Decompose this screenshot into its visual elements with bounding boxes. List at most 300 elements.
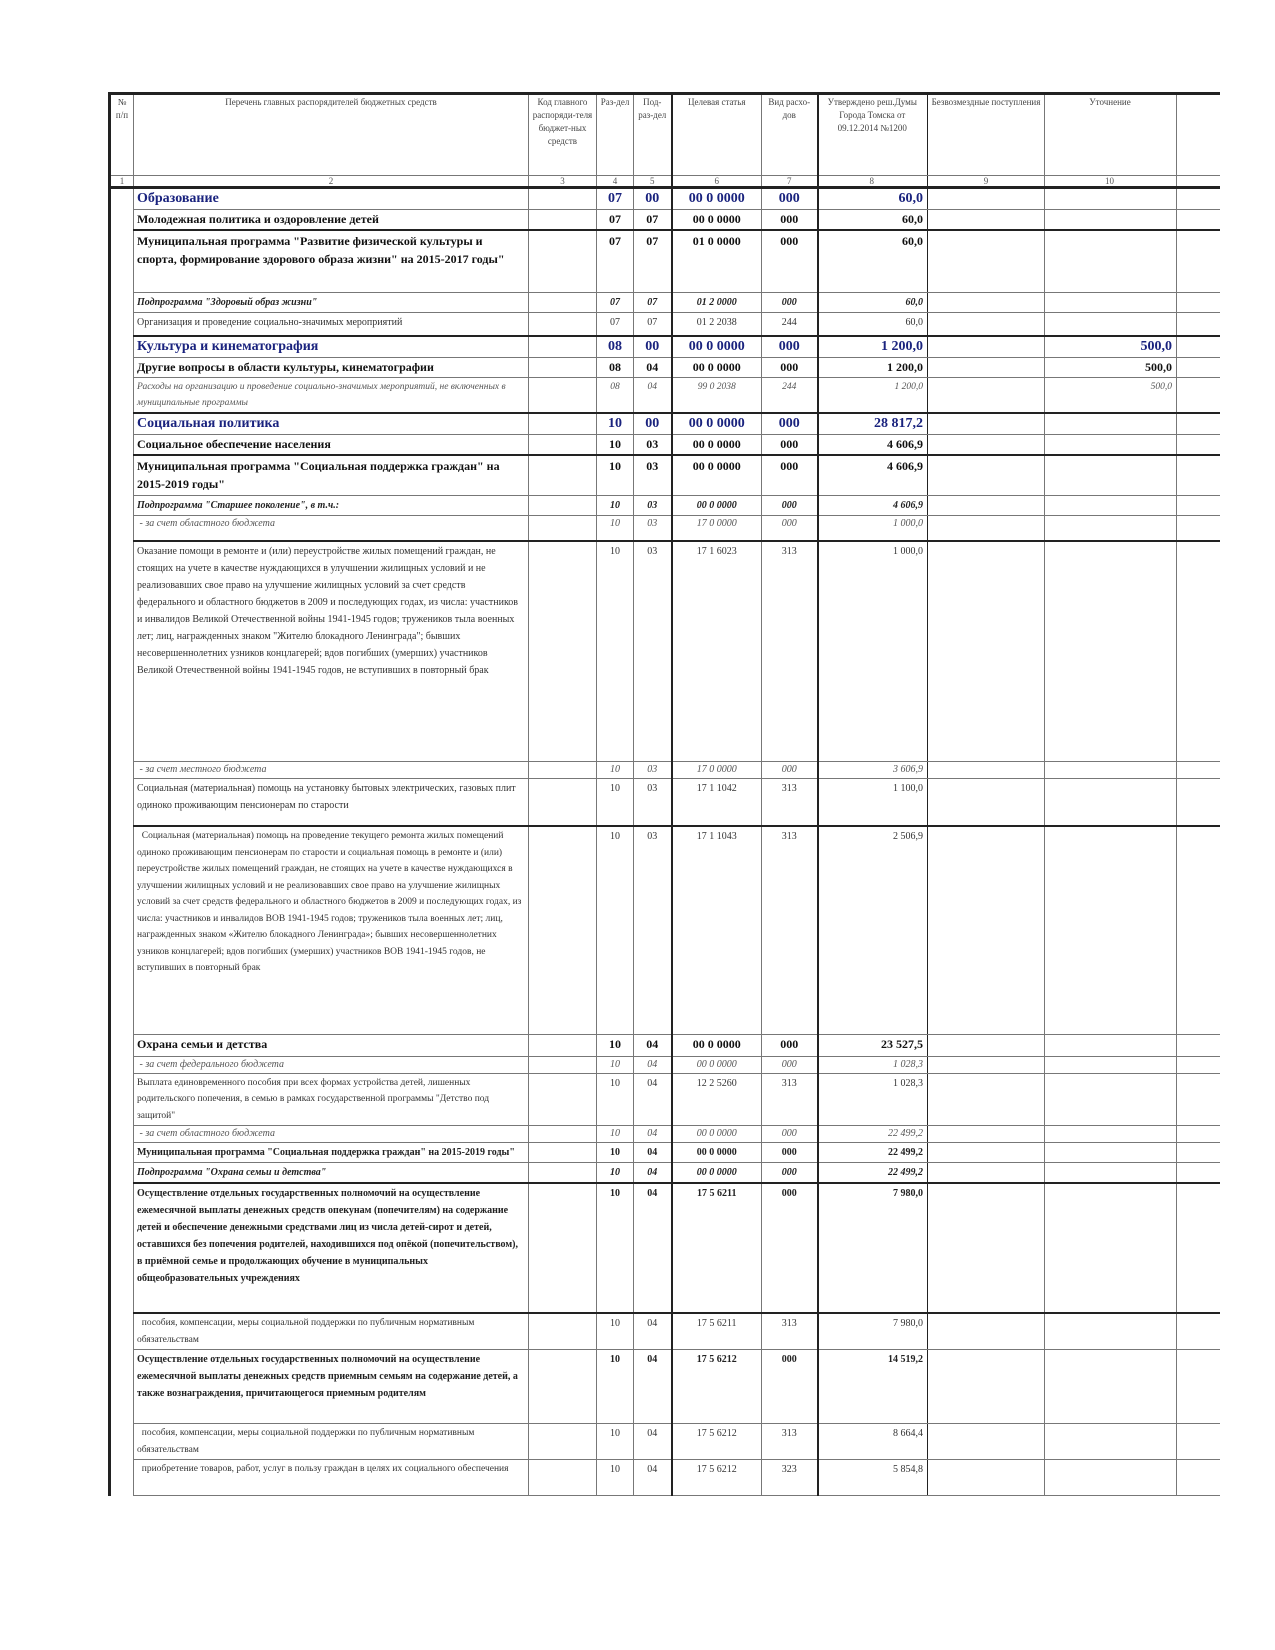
row-vid: 313 <box>762 826 818 1034</box>
row-free <box>928 188 1045 210</box>
row-code <box>529 1424 597 1460</box>
colnum-7: 7 <box>762 176 818 188</box>
colnum-4: 4 <box>597 176 634 188</box>
header-col-razdel: Раз-дел <box>597 94 634 176</box>
row-code <box>529 761 597 778</box>
row-approved: 1 200,0 <box>818 336 928 358</box>
row-target: 17 5 6211 <box>672 1183 762 1313</box>
table-row <box>110 761 1220 778</box>
table-row <box>110 1143 1220 1163</box>
row-name: Молодежная политика и оздоровление детей <box>134 210 529 231</box>
row-number <box>110 358 134 378</box>
row-target: 01 0 0000 <box>672 230 762 292</box>
row-approved: 60,0 <box>818 210 928 231</box>
row-free <box>928 378 1045 414</box>
row-razdel: 10 <box>597 413 634 435</box>
row-razdel: 08 <box>597 336 634 358</box>
row-target: 00 0 0000 <box>672 1163 762 1184</box>
header-row <box>110 94 1220 176</box>
row-target: 00 0 0000 <box>672 210 762 231</box>
row-free <box>928 761 1045 778</box>
row-code <box>529 778 597 826</box>
row-code <box>529 210 597 231</box>
row-approved: 22 499,2 <box>818 1126 928 1143</box>
row-approved: 22 499,2 <box>818 1163 928 1184</box>
row-code <box>529 1143 597 1163</box>
row-number <box>110 1056 134 1073</box>
table-row <box>110 455 1220 495</box>
row-free <box>928 455 1045 495</box>
row-name: пособия, компенсации, меры социальной поддержки по публичным нормативным обязательствам <box>134 1313 529 1350</box>
row-free <box>928 1056 1045 1073</box>
row-approved: 14 519,2 <box>818 1350 928 1424</box>
row-code <box>529 378 597 414</box>
row-razdel: 10 <box>597 541 634 761</box>
row-razdel: 10 <box>597 1143 634 1163</box>
row-extra <box>1177 1034 1220 1056</box>
row-number <box>110 495 134 515</box>
table-row <box>110 1056 1220 1073</box>
row-free <box>928 1073 1045 1126</box>
row-target: 17 1 6023 <box>672 541 762 761</box>
row-code <box>529 413 597 435</box>
row-vid: 313 <box>762 1424 818 1460</box>
row-code <box>529 1163 597 1184</box>
row-razdel: 10 <box>597 1056 634 1073</box>
row-razdel: 10 <box>597 1460 634 1496</box>
header-col-vid: Вид расхо-дов <box>762 94 818 176</box>
row-approved: 60,0 <box>818 312 928 336</box>
row-extra <box>1177 358 1220 378</box>
row-number <box>110 1460 134 1496</box>
row-podrazdel: 04 <box>634 1163 672 1184</box>
row-vid: 000 <box>762 1183 818 1313</box>
row-number <box>110 778 134 826</box>
row-razdel: 10 <box>597 435 634 456</box>
row-clarification <box>1045 435 1177 456</box>
row-target: 17 0 0000 <box>672 761 762 778</box>
row-clarification <box>1045 1143 1177 1163</box>
row-code <box>529 1073 597 1126</box>
row-number <box>110 312 134 336</box>
row-number <box>110 1034 134 1056</box>
row-code <box>529 1313 597 1350</box>
row-number <box>110 1183 134 1313</box>
column-number-row <box>110 176 1220 188</box>
row-free <box>928 1034 1045 1056</box>
row-code <box>529 312 597 336</box>
row-extra <box>1177 188 1220 210</box>
row-free <box>928 1143 1045 1163</box>
row-razdel: 10 <box>597 1350 634 1424</box>
table-row <box>110 336 1220 358</box>
row-code <box>529 358 597 378</box>
row-clarification <box>1045 826 1177 1034</box>
row-clarification <box>1045 1126 1177 1143</box>
row-target: 12 2 5260 <box>672 1073 762 1126</box>
row-clarification: 500,0 <box>1045 358 1177 378</box>
row-clarification <box>1045 761 1177 778</box>
row-free <box>928 292 1045 312</box>
row-clarification <box>1045 230 1177 292</box>
row-target: 17 5 6211 <box>672 1313 762 1350</box>
row-number <box>110 378 134 414</box>
row-clarification <box>1045 1460 1177 1496</box>
row-free <box>928 435 1045 456</box>
row-vid: 000 <box>762 336 818 358</box>
row-free <box>928 1183 1045 1313</box>
table-row <box>110 826 1220 1034</box>
header-col-extra <box>1177 94 1220 176</box>
row-vid: 000 <box>762 188 818 210</box>
row-podrazdel: 03 <box>634 515 672 541</box>
row-clarification <box>1045 413 1177 435</box>
row-extra <box>1177 778 1220 826</box>
row-razdel: 10 <box>597 1073 634 1126</box>
colnum-11 <box>1177 176 1220 188</box>
row-extra <box>1177 435 1220 456</box>
colnum-9: 9 <box>928 176 1045 188</box>
row-podrazdel: 04 <box>634 1034 672 1056</box>
row-target: 00 0 0000 <box>672 1056 762 1073</box>
row-vid: 313 <box>762 1073 818 1126</box>
row-podrazdel: 04 <box>634 358 672 378</box>
row-podrazdel: 04 <box>634 1460 672 1496</box>
row-approved: 8 664,4 <box>818 1424 928 1460</box>
table-row <box>110 1350 1220 1424</box>
row-podrazdel: 04 <box>634 1183 672 1313</box>
row-extra <box>1177 1424 1220 1460</box>
row-vid: 000 <box>762 292 818 312</box>
row-extra <box>1177 761 1220 778</box>
row-name: Муниципальная программа "Социальная поддержка граждан" на 2015-2019 годы" <box>134 1143 529 1163</box>
row-target: 00 0 0000 <box>672 336 762 358</box>
row-name: Образование <box>134 188 529 210</box>
row-number <box>110 455 134 495</box>
row-extra <box>1177 1183 1220 1313</box>
table-row <box>110 435 1220 456</box>
row-podrazdel: 04 <box>634 1056 672 1073</box>
row-extra <box>1177 1143 1220 1163</box>
row-vid: 000 <box>762 230 818 292</box>
row-free <box>928 1350 1045 1424</box>
row-number <box>110 541 134 761</box>
row-vid: 000 <box>762 358 818 378</box>
row-approved: 1 100,0 <box>818 778 928 826</box>
row-target: 00 0 0000 <box>672 1126 762 1143</box>
table-row <box>110 188 1220 210</box>
row-target: 00 0 0000 <box>672 495 762 515</box>
row-number <box>110 515 134 541</box>
row-vid: 000 <box>762 210 818 231</box>
row-extra <box>1177 1313 1220 1350</box>
row-razdel: 07 <box>597 312 634 336</box>
table-row <box>110 1126 1220 1143</box>
row-code <box>529 515 597 541</box>
row-free <box>928 230 1045 292</box>
row-number <box>110 1350 134 1424</box>
row-free <box>928 1163 1045 1184</box>
row-number <box>110 1163 134 1184</box>
row-code <box>529 336 597 358</box>
row-name: Организация и проведение социально-значимых мероприятий <box>134 312 529 336</box>
row-clarification <box>1045 778 1177 826</box>
row-target: 01 2 2038 <box>672 312 762 336</box>
row-free <box>928 515 1045 541</box>
row-approved: 22 499,2 <box>818 1143 928 1163</box>
row-target: 17 5 6212 <box>672 1350 762 1424</box>
row-code <box>529 1126 597 1143</box>
row-approved: 7 980,0 <box>818 1313 928 1350</box>
row-clarification <box>1045 292 1177 312</box>
row-vid: 244 <box>762 378 818 414</box>
row-vid: 000 <box>762 495 818 515</box>
row-name: Социальная политика <box>134 413 529 435</box>
table-row <box>110 358 1220 378</box>
row-extra <box>1177 515 1220 541</box>
row-vid: 000 <box>762 761 818 778</box>
row-target: 00 0 0000 <box>672 358 762 378</box>
row-name: Охрана семьи и детства <box>134 1034 529 1056</box>
row-free <box>928 778 1045 826</box>
row-name: Оказание помощи в ремонте и (или) переустройстве жилых помещений граждан, не стоящих на учете в качестве нуждающихся в улучшении жилищных условий и не реализовавших свое право на улучшение жилищных условий за счет средств федерального и областного бюджетов в 2009 и последующих годах, из числа: участников и инвалидов Великой Отечественной войны 1941-1945 годов; тружеников тыла военных лет; лиц, награжденных знаком "Жителю блокадного Ленинграда"; бывших несовершеннолетних узников концлагерей; вдов погибших (умерших) участников Великой Отечественной войны 1941-1945 годов, не вступивших в повторный брак <box>134 541 529 761</box>
row-approved: 60,0 <box>818 292 928 312</box>
row-clarification <box>1045 1163 1177 1184</box>
row-code <box>529 188 597 210</box>
row-free <box>928 210 1045 231</box>
row-podrazdel: 04 <box>634 1073 672 1126</box>
row-target: 17 0 0000 <box>672 515 762 541</box>
row-code <box>529 230 597 292</box>
row-vid: 000 <box>762 1056 818 1073</box>
row-code <box>529 826 597 1034</box>
row-free <box>928 336 1045 358</box>
row-razdel: 07 <box>597 230 634 292</box>
row-extra <box>1177 1163 1220 1184</box>
row-code <box>529 1183 597 1313</box>
row-code <box>529 541 597 761</box>
row-code <box>529 1350 597 1424</box>
row-extra <box>1177 455 1220 495</box>
row-extra <box>1177 1350 1220 1424</box>
row-name: Осуществление отдельных государственных полномочий на осуществление ежемесячной выплаты денежных средств приемным семьям на содержание детей, а также вознаграждения, причитающегося приемным родителям <box>134 1350 529 1424</box>
row-approved: 3 606,9 <box>818 761 928 778</box>
row-podrazdel: 03 <box>634 541 672 761</box>
header-col-target: Целевая статья <box>672 94 762 176</box>
row-target: 99 0 2038 <box>672 378 762 414</box>
row-extra <box>1177 312 1220 336</box>
row-podrazdel: 07 <box>634 230 672 292</box>
row-razdel: 07 <box>597 292 634 312</box>
row-name: - за счет федерального бюджета <box>134 1056 529 1073</box>
row-razdel: 10 <box>597 495 634 515</box>
row-number <box>110 435 134 456</box>
row-razdel: 10 <box>597 1424 634 1460</box>
row-vid: 000 <box>762 1163 818 1184</box>
row-free <box>928 1424 1045 1460</box>
row-podrazdel: 04 <box>634 378 672 414</box>
row-name: - за счет областного бюджета <box>134 515 529 541</box>
row-vid: 313 <box>762 1313 818 1350</box>
row-name: Подпрограмма "Старшее поколение", в т.ч.: <box>134 495 529 515</box>
header-col-name: Перечень главных распорядителей бюджетных средств <box>134 94 529 176</box>
table-row <box>110 312 1220 336</box>
colnum-5: 5 <box>634 176 672 188</box>
row-name: Подпрограмма "Охрана семьи и детства" <box>134 1163 529 1184</box>
row-razdel: 10 <box>597 1313 634 1350</box>
row-extra <box>1177 230 1220 292</box>
row-name: Социальная (материальная) помощь на установку бытовых электрических, газовых плит одиноко проживающим пенсионерам по старости <box>134 778 529 826</box>
row-name: Расходы на организацию и проведение социально-значимых мероприятий, не включенных в муниципальные программы <box>134 378 529 414</box>
row-number <box>110 1424 134 1460</box>
row-name: Другие вопросы в области культуры, кинематографии <box>134 358 529 378</box>
row-podrazdel: 04 <box>634 1126 672 1143</box>
row-extra <box>1177 826 1220 1034</box>
row-name: Социальная (материальная) помощь на проведение текущего ремонта жилых помещений одиноко проживающим пенсионерам по старости и социальная помощь в ремонте и (или) переустройстве жилых помещений граждан, не стоящих на учете в качестве нуждающихся в улучшении жилищных условий и не реализовавших свое право на улучшение жилищных условий за счет средств федерального и областного бюджетов в 2009 и последующих годах, из числа: участников и инвалидов ВОВ 1941-1945 годов; тружеников тыла военных лет; лиц, награжденных знаком «Жителю блокадного Ленинграда»; бывших несовершеннолетних узников концлагерей; вдов погибших (умерших) участников ВОВ 1941-1945 годов, не вступивших в повторный брак <box>134 826 529 1034</box>
header-col-approved: Утверждено реш.Думы Города Томска от 09.12.2014 №1200 <box>818 94 928 176</box>
row-clarification <box>1045 312 1177 336</box>
row-extra <box>1177 378 1220 414</box>
row-code <box>529 1056 597 1073</box>
row-name: приобретение товаров, работ, услуг в пользу граждан в целях их социального обеспечения <box>134 1460 529 1496</box>
row-number <box>110 292 134 312</box>
row-free <box>928 1313 1045 1350</box>
row-name: Социальное обеспечение населения <box>134 435 529 456</box>
row-approved: 1 000,0 <box>818 541 928 761</box>
row-target: 17 1 1043 <box>672 826 762 1034</box>
row-code <box>529 1460 597 1496</box>
row-target: 00 0 0000 <box>672 413 762 435</box>
row-name: Муниципальная программа "Социальная поддержка граждан" на 2015-2019 годы" <box>134 455 529 495</box>
row-podrazdel: 07 <box>634 210 672 231</box>
row-approved: 4 606,9 <box>818 495 928 515</box>
row-extra <box>1177 336 1220 358</box>
table-body <box>110 188 1220 1496</box>
row-target: 01 2 0000 <box>672 292 762 312</box>
table-row <box>110 541 1220 761</box>
colnum-10: 10 <box>1045 176 1177 188</box>
row-name: пособия, компенсации, меры социальной поддержки по публичным нормативным обязательствам <box>134 1424 529 1460</box>
row-clarification: 500,0 <box>1045 336 1177 358</box>
row-extra <box>1177 1056 1220 1073</box>
row-podrazdel: 04 <box>634 1350 672 1424</box>
table-row <box>110 515 1220 541</box>
row-extra <box>1177 1460 1220 1496</box>
row-number <box>110 336 134 358</box>
row-name: Осуществление отдельных государственных полномочий на осуществление ежемесячной выплаты денежных средств опекунам (попечителям) на содержание детей и обеспечение денежными средствами лиц из числа детей-сирот и детей, оставшихся без попечения родителей, находившихся под опёкой (попечительством), в приёмной семье и продолжающих обучение в муниципальных общеобразовательных учреждениях <box>134 1183 529 1313</box>
row-approved: 1 000,0 <box>818 515 928 541</box>
row-clarification <box>1045 541 1177 761</box>
row-code <box>529 1034 597 1056</box>
row-podrazdel: 03 <box>634 761 672 778</box>
table-row <box>110 210 1220 231</box>
row-approved: 2 506,9 <box>818 826 928 1034</box>
row-free <box>928 358 1045 378</box>
row-approved: 1 200,0 <box>818 358 928 378</box>
row-extra <box>1177 1126 1220 1143</box>
row-razdel: 10 <box>597 761 634 778</box>
row-free <box>928 1126 1045 1143</box>
row-number <box>110 826 134 1034</box>
row-number <box>110 1073 134 1126</box>
row-vid: 313 <box>762 778 818 826</box>
row-approved: 1 028,3 <box>818 1073 928 1126</box>
row-code <box>529 455 597 495</box>
table-row <box>110 1183 1220 1313</box>
row-extra <box>1177 292 1220 312</box>
colnum-3: 3 <box>529 176 597 188</box>
row-vid: 000 <box>762 1143 818 1163</box>
row-target: 00 0 0000 <box>672 435 762 456</box>
row-vid: 000 <box>762 455 818 495</box>
row-podrazdel: 03 <box>634 435 672 456</box>
header-col-number: № п/п <box>110 94 134 176</box>
row-clarification: 500,0 <box>1045 378 1177 414</box>
header-col-podrazdel: Под-раз-дел <box>634 94 672 176</box>
row-razdel: 10 <box>597 455 634 495</box>
colnum-6: 6 <box>672 176 762 188</box>
row-podrazdel: 04 <box>634 1424 672 1460</box>
row-podrazdel: 00 <box>634 188 672 210</box>
row-approved: 4 606,9 <box>818 435 928 456</box>
row-target: 17 5 6212 <box>672 1460 762 1496</box>
table-row <box>110 495 1220 515</box>
table-row <box>110 378 1220 414</box>
row-name: - за счет областного бюджета <box>134 1126 529 1143</box>
row-razdel: 08 <box>597 378 634 414</box>
row-clarification <box>1045 210 1177 231</box>
row-target: 17 1 1042 <box>672 778 762 826</box>
budget-table-container <box>108 92 1220 1496</box>
row-code <box>529 435 597 456</box>
row-vid: 313 <box>762 541 818 761</box>
table-row <box>110 1034 1220 1056</box>
row-clarification <box>1045 1313 1177 1350</box>
row-razdel: 08 <box>597 358 634 378</box>
row-vid: 000 <box>762 1350 818 1424</box>
row-podrazdel: 03 <box>634 455 672 495</box>
row-name: Выплата единовременного пособия при всех формах устройства детей, лишенных родительского попечения, в семью в рамках государственной программы "Детство под защитой" <box>134 1073 529 1126</box>
row-vid: 000 <box>762 515 818 541</box>
row-number <box>110 413 134 435</box>
row-extra <box>1177 541 1220 761</box>
row-razdel: 10 <box>597 1183 634 1313</box>
header-col-code: Код главного распоряди-теля бюджет-ных средств <box>529 94 597 176</box>
table-row <box>110 1313 1220 1350</box>
row-clarification <box>1045 1183 1177 1313</box>
row-clarification <box>1045 1424 1177 1460</box>
row-extra <box>1177 210 1220 231</box>
row-extra <box>1177 495 1220 515</box>
row-number <box>110 210 134 231</box>
row-name: Культура и кинематография <box>134 336 529 358</box>
row-extra <box>1177 1073 1220 1126</box>
row-clarification <box>1045 188 1177 210</box>
row-approved: 5 854,8 <box>818 1460 928 1496</box>
row-vid: 000 <box>762 1126 818 1143</box>
row-free <box>928 541 1045 761</box>
row-number <box>110 1143 134 1163</box>
row-approved: 1 028,3 <box>818 1056 928 1073</box>
row-target: 00 0 0000 <box>672 1143 762 1163</box>
table-row <box>110 1073 1220 1126</box>
colnum-8: 8 <box>818 176 928 188</box>
row-podrazdel: 00 <box>634 413 672 435</box>
row-free <box>928 495 1045 515</box>
row-vid: 244 <box>762 312 818 336</box>
row-target: 00 0 0000 <box>672 455 762 495</box>
row-clarification <box>1045 515 1177 541</box>
